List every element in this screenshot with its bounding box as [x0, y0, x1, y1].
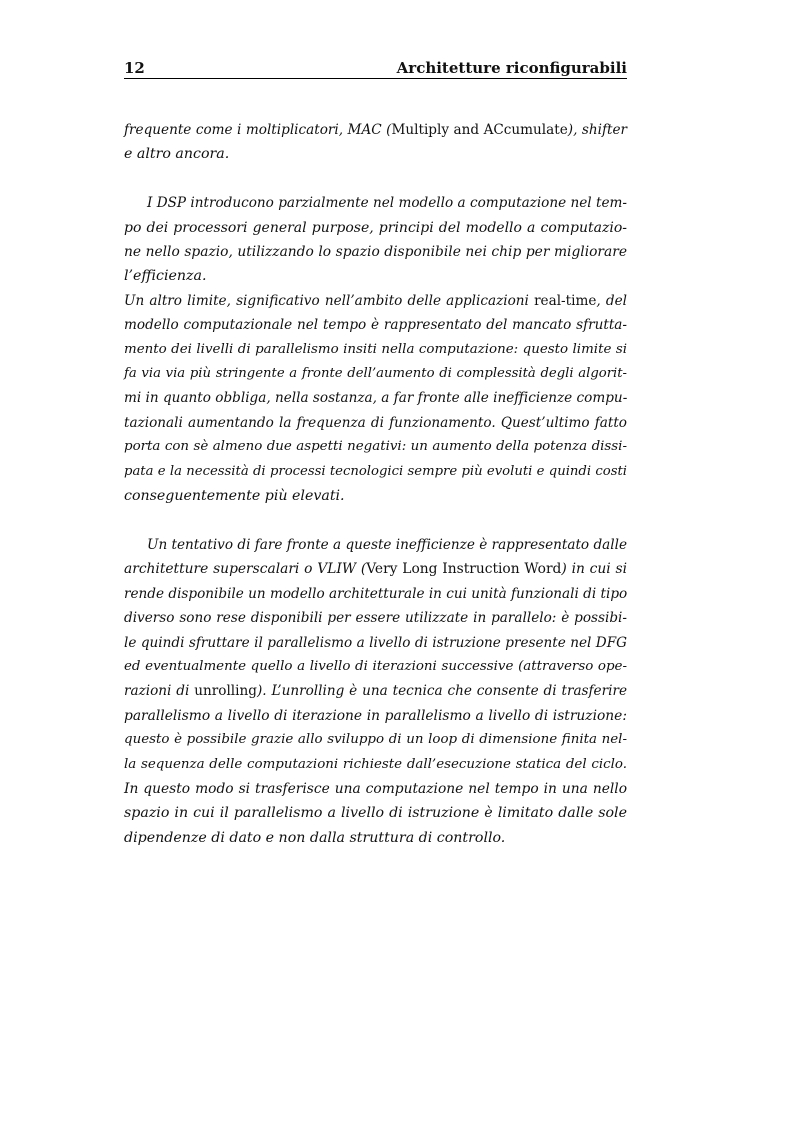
- upright-text-run: unrolling: [194, 683, 257, 700]
- paragraph-gap: [124, 508, 627, 532]
- text-line: dipendenze di dato e non dalla struttura di controllo.: [124, 829, 506, 846]
- text-line: [124, 118, 627, 142]
- text-run: architetture superscalari o VLIW (: [124, 561, 367, 578]
- text-line: [124, 289, 627, 313]
- text-line: ne nello spazio, utilizzando lo spazio disponibile nei chip per migliorare: [124, 244, 627, 261]
- text-line: In questo modo si trasferisce una computazione nel tempo in una nello: [124, 780, 627, 797]
- running-header: [124, 58, 627, 79]
- text-line: mi in quanto obbliga, nella sostanza, a far fronte alle inefficienze compu-: [124, 390, 628, 407]
- text-line: conseguentemente più elevati.: [124, 488, 345, 505]
- paragraph-3: [124, 533, 627, 850]
- upright-text-run: Very Long Instruction Word: [366, 561, 562, 578]
- running-title: Architetture riconfigurabili: [396, 59, 627, 77]
- text-run: ) in cui si: [561, 561, 627, 578]
- text-run: ). L’unrolling è una tecnica che consente di trasferire: [256, 683, 627, 700]
- text-line: pata e la necessità di processi tecnologici sempre più evoluti e quindi costi: [124, 463, 627, 479]
- text-line: porta con sè almeno due aspetti negativi: un aumento della potenza dissi-: [124, 439, 627, 455]
- text-run: , del: [596, 292, 627, 309]
- text-line: [124, 557, 627, 581]
- text-line: I DSP introducono parzialmente nel modello a computazione nel tem-: [147, 195, 627, 212]
- text-line: le quindi sfruttare il parallelismo a livello di istruzione presente nel DFG: [124, 634, 627, 651]
- body-text: [124, 118, 627, 850]
- text-line: parallelismo a livello di iterazione in parallelismo a livello di istruzione:: [124, 707, 627, 724]
- text-line: la sequenza delle computazioni richieste dall’esecuzione statica del ciclo.: [124, 756, 627, 772]
- text-run: ), shifter: [567, 122, 627, 138]
- text-line: questo è possibile grazie allo sviluppo di un loop di dimensione finita nel-: [124, 732, 627, 748]
- upright-text-run: Multiply and ACcumulate: [391, 122, 568, 138]
- paragraph-1: [124, 118, 627, 167]
- text-line: po dei processori general purpose, principi del modello a computazio-: [124, 219, 627, 236]
- text-line: [124, 679, 627, 703]
- paragraph-2: [124, 191, 627, 508]
- text-run: Un altro limite, significativo nell’ambito delle applicazioni: [124, 292, 535, 309]
- text-line: spazio in cui il parallelismo a livello di istruzione è limitato dalle sole: [124, 805, 627, 822]
- upright-text-run: real-time: [534, 292, 597, 309]
- text-line: fa via via più stringente a fronte dell’aumento di complessità degli algorit-: [124, 366, 627, 382]
- text-line: ed eventualmente quello a livello di iterazioni successive (attraverso ope-: [124, 658, 627, 674]
- text-line: tazionali aumentando la frequenza di funzionamento. Quest’ultimo fatto: [124, 414, 627, 431]
- page-number: 12: [124, 59, 145, 77]
- text-line: diverso sono rese disponibili per essere utilizzate in parallelo: è possibi-: [124, 610, 627, 627]
- text-line: l’efficienza.: [124, 268, 207, 285]
- text-line: e altro ancora.: [124, 146, 230, 163]
- text-line: mento dei livelli di parallelismo insiti nella computazione: questo limite si: [124, 341, 627, 357]
- text-line: modello computazionale nel tempo è rappresentato del mancato sfrutta-: [124, 317, 627, 334]
- text-line: Un tentativo di fare fronte a queste inefficienze è rappresentato dalle: [147, 536, 627, 553]
- text-run: razioni di: [124, 683, 195, 700]
- paragraph-gap: [124, 167, 627, 191]
- text-run: frequente come i moltiplicatori, MAC (: [124, 122, 392, 138]
- text-line: rende disponibile un modello architetturale in cui unità funzionali di tipo: [124, 585, 628, 602]
